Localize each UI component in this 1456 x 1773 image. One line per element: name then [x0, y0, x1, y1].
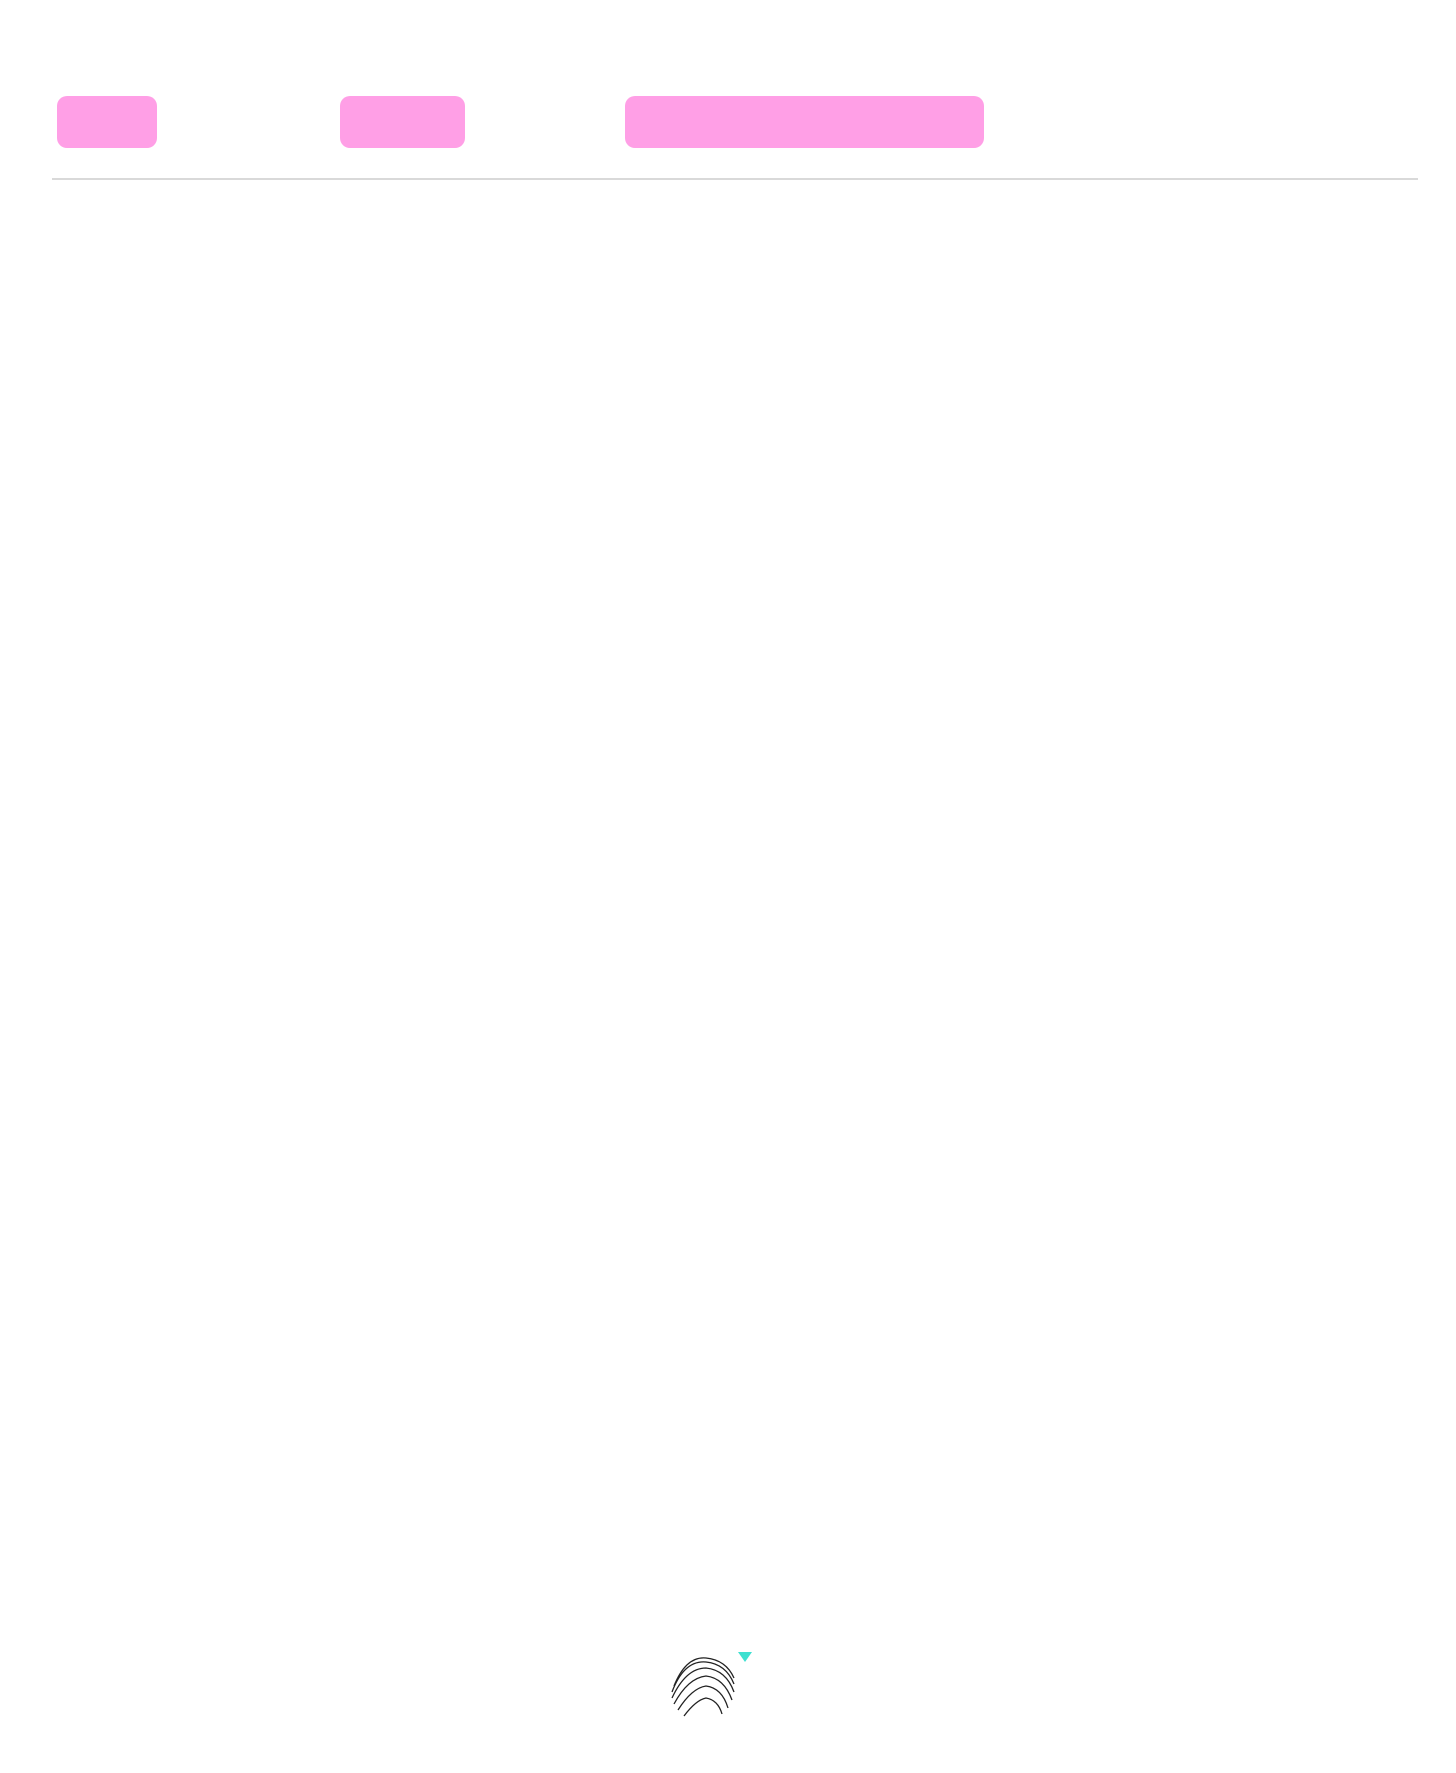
growthwaves-logo: [666, 1648, 806, 1724]
waves-icon: [666, 1648, 806, 1724]
header-divider: [52, 178, 1418, 180]
header-tag: [57, 96, 157, 148]
table-header: [0, 0, 1456, 180]
header-what-it-represents: [625, 96, 984, 148]
header-intent: [340, 96, 465, 148]
